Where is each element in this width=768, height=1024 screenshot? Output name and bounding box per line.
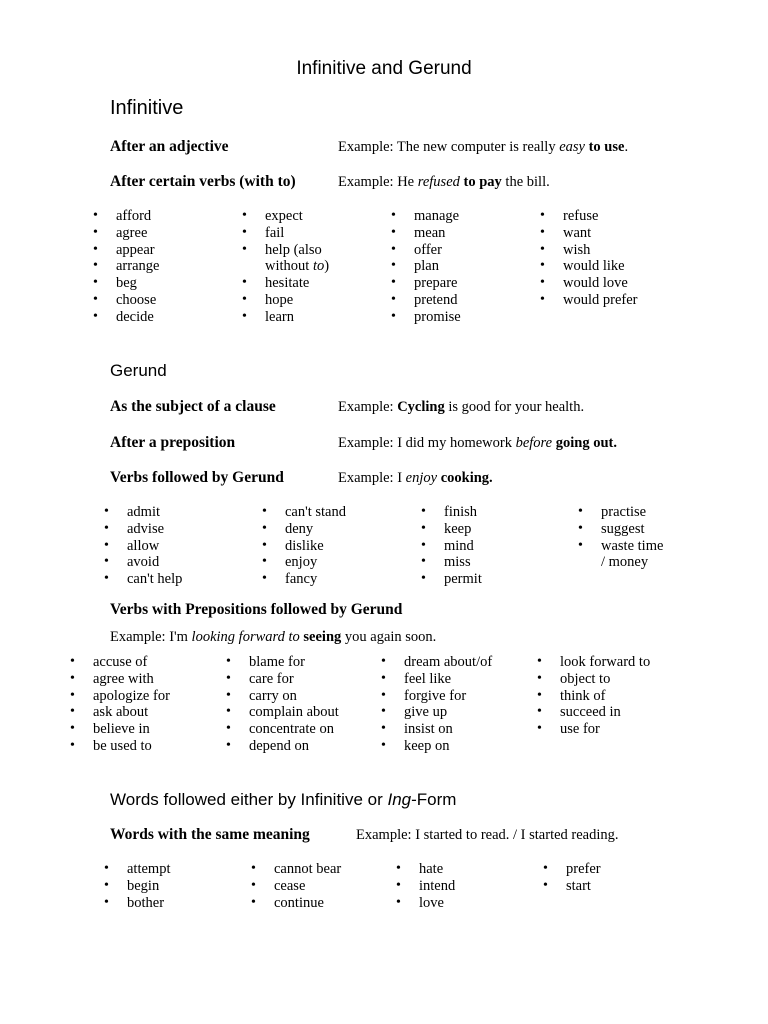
list-item: • admit xyxy=(127,504,182,521)
prep-verbs-col2 xyxy=(249,654,339,755)
list-item: • manage xyxy=(414,208,461,225)
list-item: • mind xyxy=(444,538,482,555)
list-item: • believe in xyxy=(93,721,170,738)
example-bold: seeing xyxy=(303,629,342,645)
list-item: • agree xyxy=(116,225,159,242)
either-col3 xyxy=(419,861,455,911)
list-item: • complain about xyxy=(249,704,339,721)
after-preposition-label: After a preposition xyxy=(110,434,236,451)
infinitive-verbs-col2 xyxy=(265,208,329,326)
example-text: Example: xyxy=(338,399,398,415)
infinitive-heading: Infinitive xyxy=(110,97,184,119)
after-preposition-example xyxy=(338,435,617,452)
list-item: • care for xyxy=(249,671,339,688)
example-suffix: . xyxy=(624,139,629,155)
example-italic: easy xyxy=(559,139,585,155)
example-suffix: you again soon. xyxy=(341,629,437,645)
list-item: • would prefer xyxy=(563,292,637,309)
list-item: • succeed in xyxy=(560,704,650,721)
infinitive-verbs-col3 xyxy=(414,208,461,326)
list-item: • prefer xyxy=(566,861,601,878)
same-meaning-example: Example: I started to read. / I started reading. xyxy=(356,827,619,843)
list-item: • dream about/of xyxy=(404,654,492,671)
list-item: • forgive for xyxy=(404,688,492,705)
subject-clause-example xyxy=(338,399,584,416)
subject-clause-label: As the subject of a clause xyxy=(110,398,276,415)
list-item: • accuse of xyxy=(93,654,170,671)
list-item: • feel like xyxy=(404,671,492,688)
verbs-gerund-label: Verbs followed by Gerund xyxy=(110,469,284,486)
gerund-verbs-col4 xyxy=(601,504,663,571)
list-item: • suggest xyxy=(601,521,663,538)
either-col1 xyxy=(127,861,171,911)
gerund-verbs-col1 xyxy=(127,504,182,588)
prep-verbs-col4 xyxy=(560,654,650,738)
list-item: • keep on xyxy=(404,738,492,755)
list-item: • be used to xyxy=(93,738,170,755)
list-item: • use for xyxy=(560,721,650,738)
list-item: • can't stand xyxy=(285,504,346,521)
either-col4 xyxy=(566,861,601,895)
gerund-verbs-col3 xyxy=(444,504,482,588)
heading-suffix: -Form xyxy=(411,790,457,809)
list-item: • practise xyxy=(601,504,663,521)
list-item: • arrange xyxy=(116,258,159,275)
example-italic: refused xyxy=(417,174,460,190)
list-item: • agree with xyxy=(93,671,170,688)
list-item: • would like xyxy=(563,258,637,275)
list-item: • expect xyxy=(265,208,329,225)
list-item: • love xyxy=(419,895,455,912)
list-item: • would love xyxy=(563,275,637,292)
list-item: • promise xyxy=(414,309,461,326)
after-verbs-label: After certain verbs (with to) xyxy=(110,173,296,190)
list-item: • insist on xyxy=(404,721,492,738)
page-title: Infinitive and Gerund xyxy=(296,58,472,79)
example-text: Example: I did my homework xyxy=(338,435,516,451)
example-text: Example: I'm xyxy=(110,629,192,645)
list-item: • start xyxy=(566,878,601,895)
example-text: Example: He xyxy=(338,174,418,190)
list-item: • hope xyxy=(265,292,329,309)
list-item: • permit xyxy=(444,571,482,588)
list-item: • mean xyxy=(414,225,461,242)
list-item: • give up xyxy=(404,704,492,721)
list-item: • help (also xyxy=(265,242,329,259)
list-item: • cannot bear xyxy=(274,861,341,878)
list-item: • cease xyxy=(274,878,341,895)
example-bold: to pay xyxy=(463,174,502,190)
list-item: • ask about xyxy=(93,704,170,721)
list-item: • decide xyxy=(116,309,159,326)
list-item-continuation: / money xyxy=(601,554,649,571)
list-item: • bother xyxy=(127,895,171,912)
list-item: • refuse xyxy=(563,208,637,225)
heading-italic: Ing xyxy=(387,790,412,809)
list-item: • concentrate on xyxy=(249,721,339,738)
list-item: • beg xyxy=(116,275,159,292)
list-item: • learn xyxy=(265,309,329,326)
list-item: • hate xyxy=(419,861,455,878)
list-item: • wish xyxy=(563,242,637,259)
list-item: • carry on xyxy=(249,688,339,705)
list-item: • object to xyxy=(560,671,650,688)
prepositions-gerund-label: Verbs with Prepositions followed by Gerund xyxy=(110,601,403,618)
continuation-suffix: ) xyxy=(324,258,330,275)
example-bold: cooking. xyxy=(440,470,493,486)
list-item: • depend on xyxy=(249,738,339,755)
list-item-continuation xyxy=(265,258,329,275)
list-item: • keep xyxy=(444,521,482,538)
list-item: • can't help xyxy=(127,571,182,588)
after-adjective-label: After an adjective xyxy=(110,138,229,155)
list-item: • begin xyxy=(127,878,171,895)
list-item: • miss xyxy=(444,554,482,571)
example-italic: enjoy xyxy=(405,470,438,486)
list-item: • attempt xyxy=(127,861,171,878)
list-item: • intend xyxy=(419,878,455,895)
after-verbs-example xyxy=(338,174,550,191)
list-item: • avoid xyxy=(127,554,182,571)
list-item: • enjoy xyxy=(285,554,346,571)
infinitive-verbs-col1 xyxy=(116,208,159,326)
list-item: • hesitate xyxy=(265,275,329,292)
example-italic: looking forward to xyxy=(191,629,300,645)
list-item: • plan xyxy=(414,258,461,275)
continuation-italic: to xyxy=(312,258,325,275)
same-meaning-label: Words with the same meaning xyxy=(110,826,310,843)
heading-text: Words followed either by Infinitive or xyxy=(110,790,388,809)
list-item: • afford xyxy=(116,208,159,225)
list-item: • fail xyxy=(265,225,329,242)
example-bold: going out. xyxy=(555,435,617,451)
continuation-text: without xyxy=(265,258,313,275)
list-item: • prepare xyxy=(414,275,461,292)
list-item: • pretend xyxy=(414,292,461,309)
example-suffix: is good for your health. xyxy=(444,399,585,415)
list-item: • dislike xyxy=(285,538,346,555)
example-suffix: the bill. xyxy=(501,174,550,190)
example-text: Example: I xyxy=(338,470,406,486)
either-col2 xyxy=(274,861,341,911)
gerund-verbs-col2 xyxy=(285,504,346,588)
list-item: • think of xyxy=(560,688,650,705)
example-bold: to use xyxy=(588,139,625,155)
prep-verbs-col3 xyxy=(404,654,492,755)
list-item: • blame for xyxy=(249,654,339,671)
list-item: • apologize for xyxy=(93,688,170,705)
list-item: • deny xyxy=(285,521,346,538)
prepositions-gerund-example xyxy=(110,629,436,646)
list-item: • allow xyxy=(127,538,182,555)
list-item: • continue xyxy=(274,895,341,912)
list-item: • fancy xyxy=(285,571,346,588)
list-item: • offer xyxy=(414,242,461,259)
example-italic: before xyxy=(515,435,553,451)
prep-verbs-col1 xyxy=(93,654,170,755)
example-text: Example: The new computer is really xyxy=(338,139,560,155)
gerund-heading: Gerund xyxy=(110,361,167,380)
after-adjective-example xyxy=(338,139,628,156)
list-item: • appear xyxy=(116,242,159,259)
verbs-gerund-example xyxy=(338,470,493,487)
list-item: • want xyxy=(563,225,637,242)
either-heading xyxy=(110,790,456,810)
list-item: • advise xyxy=(127,521,182,538)
infinitive-verbs-col4 xyxy=(563,208,637,309)
list-item: • finish xyxy=(444,504,482,521)
list-item: • waste time xyxy=(601,538,663,555)
list-item: • look forward to xyxy=(560,654,650,671)
example-bold: Cycling xyxy=(397,399,445,415)
list-item: • choose xyxy=(116,292,159,309)
